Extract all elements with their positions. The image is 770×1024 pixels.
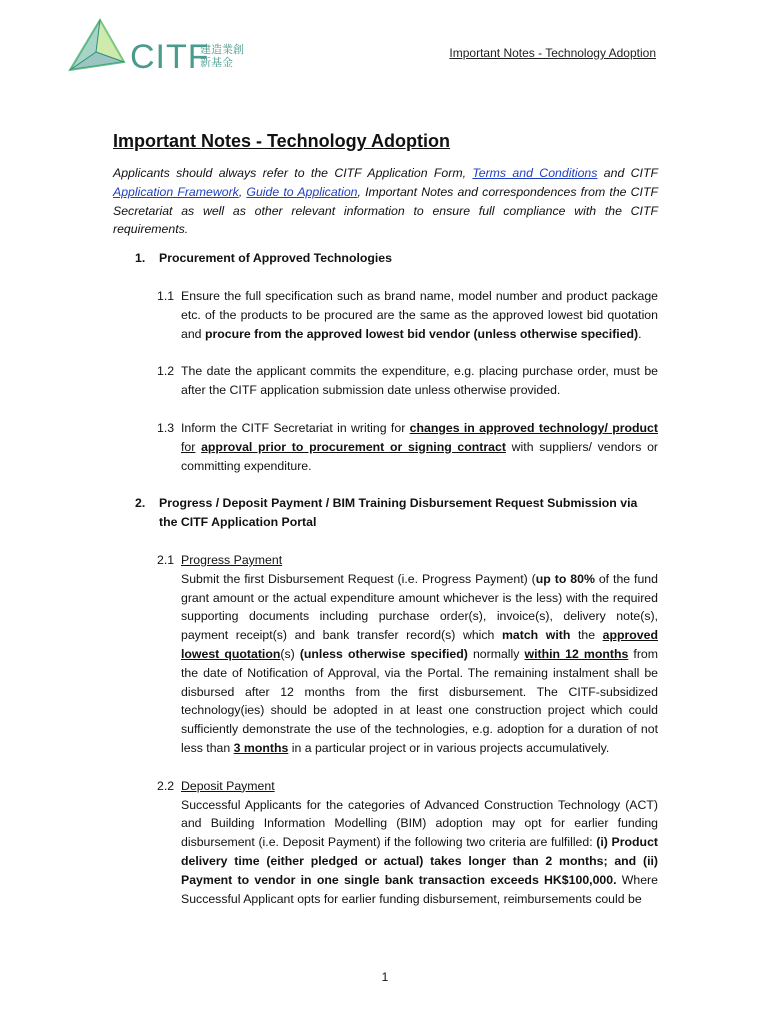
section-2-heading: 2. Progress / Deposit Payment / BIM Training Disbursement Request Submission via the CITF Application Portal — [135, 496, 638, 530]
section-1-heading: 1. Procurement of Approved Technologies — [135, 251, 392, 266]
terms-and-conditions-link[interactable]: Terms and Conditions — [472, 166, 598, 180]
item-1-1: 1.1 Ensure the full specification such as brand name, model number and product package etc. of the products to be procured are the same as the approved lowest bid quotation and procure from the approved lowest bid vendor (unless otherwise specified). — [157, 288, 658, 341]
item-1-3: 1.3 Inform the CITF Secretariat in writing for changes in approved technology/ product for approval prior to procurement or signing contract with suppliers/ vendors or committing expenditure. — [157, 420, 659, 473]
item-2-1: 2.1 Progress Payment Submit the first Disbursement Request (i.e. Progress Payment) (up to 80% of the fund grant amount or the actual expenditure amount whichever is the less) with the required supporting documents including purchase order(s), invoice(s), delivery note(s), payment receipt(s) and bank transfer record(s) which match with the approved lowest quotation(s) (unless otherwise specified) normally within 12 months from the date of Notification of Approval, via the Portal. The remaining instalment shall be disbursed after 12 months from the first disbursement. The CITF-subsidized technology(ies) should be adopted in at least one construction project which could sufficiently demonstrate the use of the technologies, e.g. adoption for a duration of not less than 3 months in a particular project or in various projects accumulatively. — [157, 552, 658, 755]
logo-chinese-text: 建造業創新基金 — [200, 44, 244, 69]
document-body — [113, 128, 658, 908]
item-2-2: 2.2 Deposit Payment Successful Applicants for the categories of Advanced Construction Technology (ACT) and Building Information Modelling (BIM) adoption may opt for earlier funding disbursement (i.e. Deposit Payment) if the following two criteria are fulfilled: (i) Product delivery time (either pledged or actual) takes longer than 2 months; and (ii) Payment to vendor in one single bank transaction exceeds HK$100,000. Where Successful Applicant opts for earlier funding disbursement, reimbursements could be — [157, 778, 659, 906]
guide-to-application-link[interactable]: Guide to Application — [246, 184, 358, 199]
citf-logo — [66, 18, 256, 80]
logo-text: CITF — [130, 38, 210, 76]
deposit-payment-title: Deposit Payment — [181, 778, 275, 793]
intro-paragraph: Applicants should always refer to the CITF Application Form, Terms and Conditions and CITF Application Framework, Guide to Application, Important Notes and correspondences from the CITF Secretariat as well as other relevant information to ensure full compliance with the CITF requirements. — [113, 166, 658, 237]
progress-payment-title: Progress Payment — [181, 552, 283, 567]
running-header: Important Notes - Technology Adoption — [449, 46, 656, 60]
page-title: Important Notes - Technology Adoption — [113, 131, 450, 151]
page-number: 1 — [381, 970, 389, 984]
crystal-logo-icon — [66, 18, 128, 80]
item-1-2: 1.2 The date the applicant commits the expenditure, e.g. placing purchase order, must be after the CITF application submission date unless otherwise provided. — [157, 364, 658, 398]
application-framework-link[interactable]: Application Framework — [113, 184, 239, 199]
